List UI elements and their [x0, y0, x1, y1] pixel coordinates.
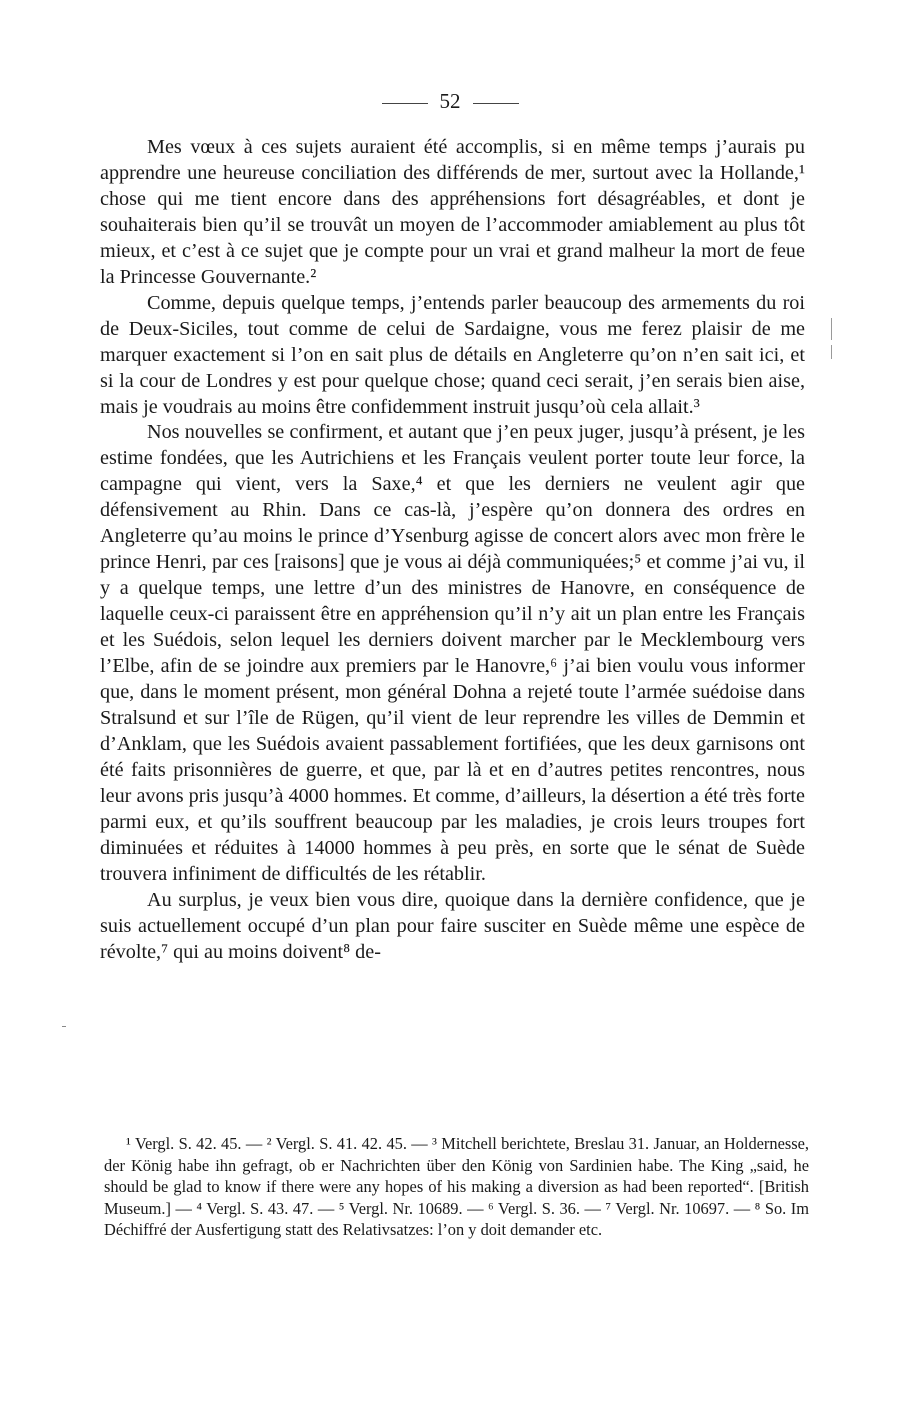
header-rule-right	[473, 103, 519, 104]
footnote-text: ¹ Vergl. S. 42. 45. — ² Vergl. S. 41. 42. 45. — ³ Mitchell berichtete, Breslau 31. Januar, an Holdernesse, der König habe ihn gefragt, ob er Nachrichten über den König von Sardinien habe. The King „said, he should be glad to know if there were any hopes of his making a diversion as had been reported“. [British Museum.] — ⁴ Vergl. S. 43. 47. — ⁵ Vergl. Nr. 10689. — ⁶ Vergl. S. 36. — ⁷ Vergl. Nr. 10697. — ⁸ So. Im Déchiffré der Ausfertigung statt des Relativsatzes: l’on y doit demander etc.	[104, 1134, 809, 1239]
header-rule-left	[382, 103, 428, 104]
page-header	[0, 88, 900, 114]
page-speck	[62, 1026, 66, 1027]
paragraph: Nos nouvelles se confirment, et autant que j’en peux juger, jusqu’à présent, je les estime fondées, que les Autrichiens et les Français veulent porter toute leur force, la campagne qui vient, vers la Saxe,⁴ et que les derniers ne veulent agir que défensivement au Rhin. Dans ce cas-là, j’espère qu’on donnera des ordres en Angleterre qu’au moins le prince d’Ysenburg agisse de concert alors avec mon frère le prince Henri, par ces [raisons] que je vous ai déjà communiquées;⁵ et comme j’ai vu, il y a quelque temps, une lettre d’un des ministres de Hanovre, en conséquence de laquelle ceux-ci paraissent être en appréhension qu’il n’y ait un plan entre les Français et les Suédois, selon lequel les derniers doivent marcher par le Mecklembourg vers l’Elbe, afin de se joindre aux premiers par le Hanovre,⁶ j’ai bien voulu vous informer que, dans le moment présent, mon général Dohna a rejeté toute l’armée suédoise dans Stralsund et sur l’île de Rügen, qu’il vient de leur reprendre les villes de Demmin et d’Anklam, que les Suédois avaient passablement fortifiées, que les deux garnisons ont été faits prisonnières de guerre, et que, par là et en d’autres petites rencontres, nous leur avons pris jusqu’à 4000 hommes. Et comme, d’ailleurs, la désertion a été très forte parmi eux, et qu’ils souffrent beaucoup par les maladies, je crois leurs troupes fort diminuées et réduites à 14000 hommes à peu près, en sorte que le sénat de Suède trouvera infiniment de difficultés de les rétablir.	[100, 421, 805, 885]
paragraph: Au surplus, je veux bien vous dire, quoique dans la dernière confidence, que je suis actuellement occupé d’un plan pour faire susciter en Suède même une espèce de révolte,⁷ qui au moins doivent⁸ de-	[100, 888, 805, 963]
page-number: 52	[439, 89, 461, 113]
paragraph: Comme, depuis quelque temps, j’entends parler beaucoup des armements du roi de Deux-Siciles, tout comme de celui de Sardaigne, vous me ferez plaisir de me marquer exactement si l’on en sait plus de détails en Angleterre qu’on n’en sait ici, et si la cour de Londres y est pour quelque chose; quand ceci serait, j’en serais bien aise, mais je voudrais au moins être confidemment instruit jusqu’où cela allait.³	[100, 291, 805, 418]
footnotes	[104, 1133, 809, 1241]
paragraph: Mes vœux à ces sujets auraient été accomplis, si en même temps j’aurais pu apprendre une heureuse conciliation des différends de mer, surtout avec la Hollande,¹ chose qui me tient encore dans des appréhensions fort désagréables, et dont je souhaiterais bien qu’il se trouvât un moyen de l’accommoder amiablement au plus tôt mieux, et c’est à ce sujet que je compte pour un vrai et grand malheur la mort de feue la Princesse Gouvernante.²	[100, 136, 805, 288]
main-text	[100, 135, 805, 966]
margin-mark	[831, 345, 832, 359]
margin-mark	[831, 318, 832, 340]
